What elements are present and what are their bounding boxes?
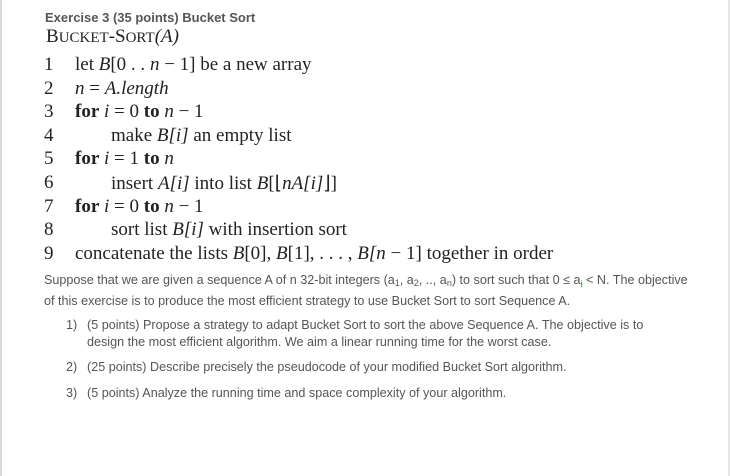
question-text: (5 points) Propose a strategy to adapt Bucket Sort to sort the above Sequence A. The objective is to design the most efficient algorithm. We aim a linear running time for the worst case. (87, 318, 644, 349)
code-text: n = A.length (75, 77, 169, 99)
question-item (66, 385, 706, 403)
code-text: insert A[i] into list B[⌊nA[i]⌋] (111, 172, 337, 194)
line-number: 9 (44, 242, 54, 264)
code-text: for i = 0 to n − 1 (75, 101, 204, 123)
question-item (66, 359, 706, 377)
question-text: (5 points) Analyze the running time and space complexity of your algorithm. (87, 386, 507, 400)
line-number: 3 (44, 101, 54, 123)
line-number: 4 (44, 124, 54, 146)
problem-statement: Suppose that we are given a sequence A of n 32-bit integers ($a_1$, $a_2$, .., $a_n$) to sort such that $0 \le a_i < N$. The objective of this exercise is to produce the most efficient strategy to use Bucket Sort to sort Sequence A. (44, 273, 688, 308)
line-number: 7 (44, 195, 54, 217)
algo-name-part: UCKET (58, 30, 109, 46)
code-text: make B[i] an empty list (111, 124, 292, 146)
left-border (0, 0, 2, 476)
algo-args: (A) (154, 26, 179, 47)
code-text: for i = 1 to n (75, 148, 174, 170)
ai-variable: $a_i$ (573, 273, 583, 289)
question-text: (25 points) Describe precisely the pseudocode of your modified Bucket Sort algorithm. (87, 360, 567, 374)
code-text: for i = 0 to n − 1 (75, 195, 204, 217)
line-number: 2 (44, 77, 54, 99)
code-text: concatenate the lists B[0], B[1], . . . , B[n − 1] together in order (75, 242, 554, 264)
question-item (66, 317, 706, 351)
line-number: 6 (44, 171, 54, 193)
line-number: 8 (44, 219, 54, 241)
line-number: 5 (44, 148, 54, 170)
algorithm-name (46, 26, 179, 48)
algo-name-part: B (46, 26, 59, 47)
algo-name-part: ORT (125, 30, 155, 46)
code-text: sort list B[i] with insertion sort (111, 219, 347, 241)
exercise-title: Exercise 3 (35 points) Bucket Sort (45, 10, 256, 25)
line-number: 1 (44, 54, 54, 75)
algo-name-part: - (108, 26, 116, 47)
question-number: 2) (66, 360, 78, 374)
question-number: 1) (66, 318, 78, 332)
algo-name-part: S (115, 26, 126, 47)
question-number: 3) (66, 386, 78, 400)
code-text: let B[0 . . n − 1] be a new array (75, 54, 312, 75)
